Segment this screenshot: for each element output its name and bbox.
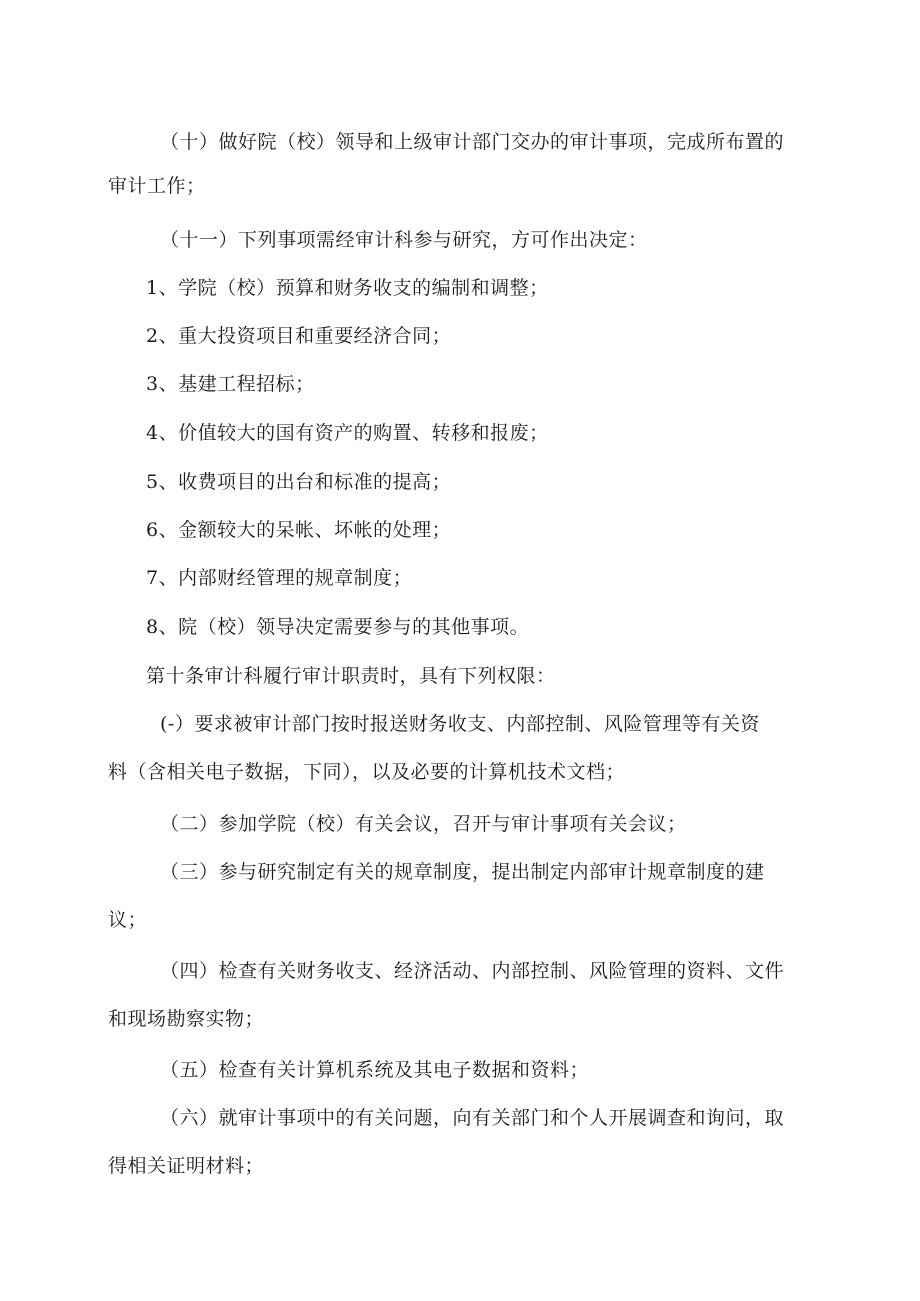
authority-3-line-2: 议； — [108, 909, 148, 931]
authority-4-line-2: 和现场勘察实物； — [108, 1008, 265, 1030]
list-item-8: 8、院（校）领导决定需要参与的其他事项。 — [146, 616, 530, 638]
list-item-3: 3、基建工程招标； — [146, 373, 315, 395]
paragraph-11: （十一）下列事项需经审计科参与研究，方可作出决定： — [160, 229, 648, 251]
list-item-2: 2、重大投资项目和重要经济合同； — [146, 325, 452, 347]
list-item-1: 1、学院（校）预算和财务收支的编制和调整； — [146, 277, 549, 299]
authority-1-line-1: (-）要求被审计部门按时报送财务收支、内部控制、风险管理等有关资 — [160, 713, 760, 735]
list-item-6: 6、金额较大的呆帐、坏帐的处理； — [146, 519, 452, 541]
authority-3-line-1: （三）参与研究制定有关的规章制度，提出制定内部审计规章制度的建 — [160, 861, 765, 883]
list-item-4: 4、价值较大的国有资产的购置、转移和报废； — [146, 422, 549, 444]
list-item-5: 5、收费项目的出台和标准的提高； — [146, 471, 452, 493]
authority-4-line-1: （四）检查有关财务收支、经济活动、内部控制、风险管理的资料、文件 — [160, 960, 785, 982]
authority-6-line-2: 得相关证明材料； — [108, 1155, 265, 1177]
paragraph-10-line-1: （十）做好院（校）领导和上级审计部门交办的审计事项，完成所布置的 — [160, 131, 785, 153]
article-10-heading: 第十条审计科履行审计职责时，具有下列权限： — [146, 665, 556, 687]
authority-6-line-1: （六）就审计事项中的有关问题，向有关部门和个人开展调查和询问，取 — [160, 1107, 785, 1129]
authority-5: （五）检查有关计算机系统及其电子数据和资料； — [160, 1059, 590, 1081]
paragraph-10-line-2: 审计工作； — [108, 175, 206, 197]
authority-2: （二）参加学院（校）有关会议，召开与审计事项有关会议； — [160, 813, 687, 835]
list-item-7: 7、内部财经管理的规章制度； — [146, 567, 413, 589]
authority-1-line-2: 料（含相关电子数据，下同），以及必要的计算机技术文档； — [108, 761, 626, 783]
